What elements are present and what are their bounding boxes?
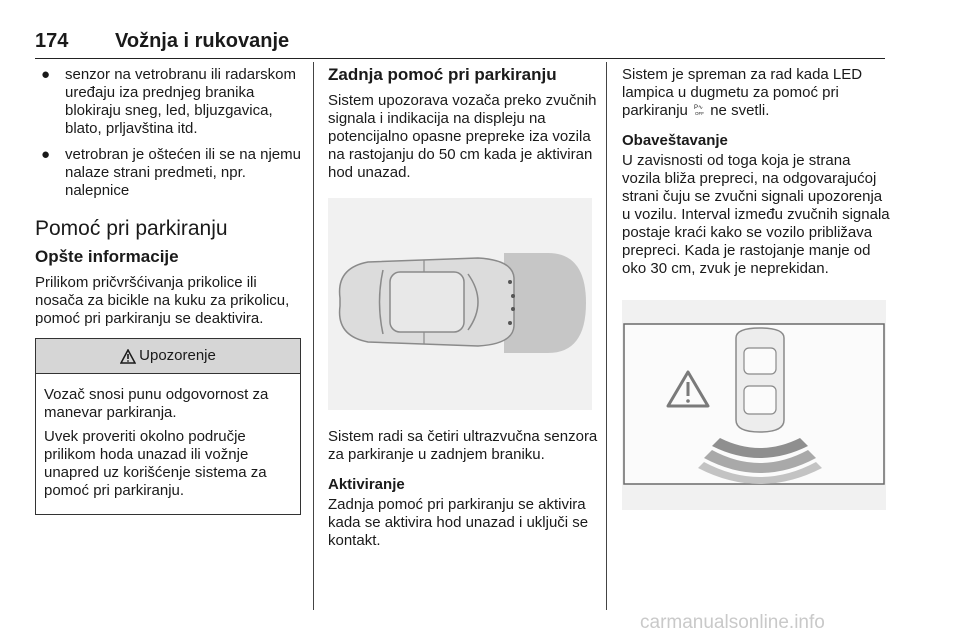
page-header <box>35 30 885 59</box>
bullet-icon: ● <box>41 146 51 163</box>
car-top-view-illustration <box>328 198 592 410</box>
warning-box <box>35 338 301 515</box>
page-title: Vožnja i rukovanje <box>115 30 290 52</box>
subheading-activation: Aktiviranje <box>328 476 405 493</box>
warning-paragraph: Uvek proveriti okolno područje prilikom hoda unazad ili vožnje unapred uz korišćenje sistema za pomoć pri parkiranju. <box>44 428 267 499</box>
parking-display-graphic <box>622 300 886 510</box>
column-divider-2 <box>606 62 607 610</box>
subsection-heading: Zadnja pomoć pri parkiranju <box>328 65 557 84</box>
bullet-icon: ● <box>41 66 51 83</box>
paragraph-activation: Zadnja pomoć pri parkiranju se aktivira kada se aktivira hod unazad i uključi se kontakt. <box>328 496 589 549</box>
paragraph-four-sensors: Sistem radi sa četiri ultrazvučna senzora za parkiranje u zadnjem braniku. <box>328 428 598 463</box>
paragraph-system-warning: Sistem upozorava vozača preko zvučnih signala i indikacija na displeju na potencijalno opasne prepreke iza vozila na rastojanju do 50 cm kada je aktiviran hod unazad. <box>328 92 597 181</box>
led-text-after: ne svetli. <box>710 102 770 119</box>
page-number: 174 <box>35 30 69 52</box>
watermark: carmanualsonline.info <box>640 612 825 633</box>
list-item <box>35 66 303 138</box>
paragraph-notice: U zavisnosti od toga koja je strana vozila bliža prepreci, na odgovarajućoj strani čuju se zvučni signali upozorenja u vozilu. Interval između zvučnih signala postaje kraći kako se vozilo približava prepreci. Kada je rastojanje manje od oko 30 cm, zvuk je neprekidan. <box>622 152 890 277</box>
rear-parking-sensor-illustration <box>328 198 592 410</box>
svg-text:OFF: OFF <box>695 111 705 116</box>
parking-assist-off-icon <box>694 103 704 116</box>
svg-text:∿: ∿ <box>698 105 704 111</box>
list-item <box>35 146 303 200</box>
warning-body <box>36 374 300 514</box>
column-right <box>622 66 890 528</box>
warning-triangle-icon <box>120 349 136 364</box>
list-item-text: senzor na vetrobranu ili radarskom uređaju iza prednjeg branika blokiraju sneg, led, bljuzgavica, blato, prljavština itd. <box>65 66 296 137</box>
column-left <box>35 66 303 515</box>
paragraph-trailer-info: Prilikom pričvršćivanja prikolice ili nosača za bicikle na kuku za prikolicu, pomoć pri parkiranju se deaktivira. <box>35 274 290 327</box>
column-divider-1 <box>313 62 314 610</box>
list-item-text: vetrobran je oštećen ili se na njemu nalaze strani predmeti, npr. nalepnice <box>65 146 301 199</box>
subsection-heading: Opšte informacije <box>35 247 179 266</box>
warning-title: Upozorenje <box>139 347 216 364</box>
led-text-before: Sistem je spreman za rad kada LED lampica u dugmetu za pomoć pri parkiranju <box>622 66 863 119</box>
parking-display-illustration <box>622 300 886 510</box>
svg-text:P: P <box>694 105 699 111</box>
subheading-notice: Obaveštavanje <box>622 132 728 149</box>
paragraph-led-state <box>622 66 890 120</box>
warning-paragraph: Vozač snosi punu odgovornost za manevar parkiranja. <box>44 386 269 421</box>
warning-header <box>36 339 300 374</box>
column-middle <box>328 66 598 550</box>
section-title: Pomoć pri parkiranju <box>35 217 228 240</box>
